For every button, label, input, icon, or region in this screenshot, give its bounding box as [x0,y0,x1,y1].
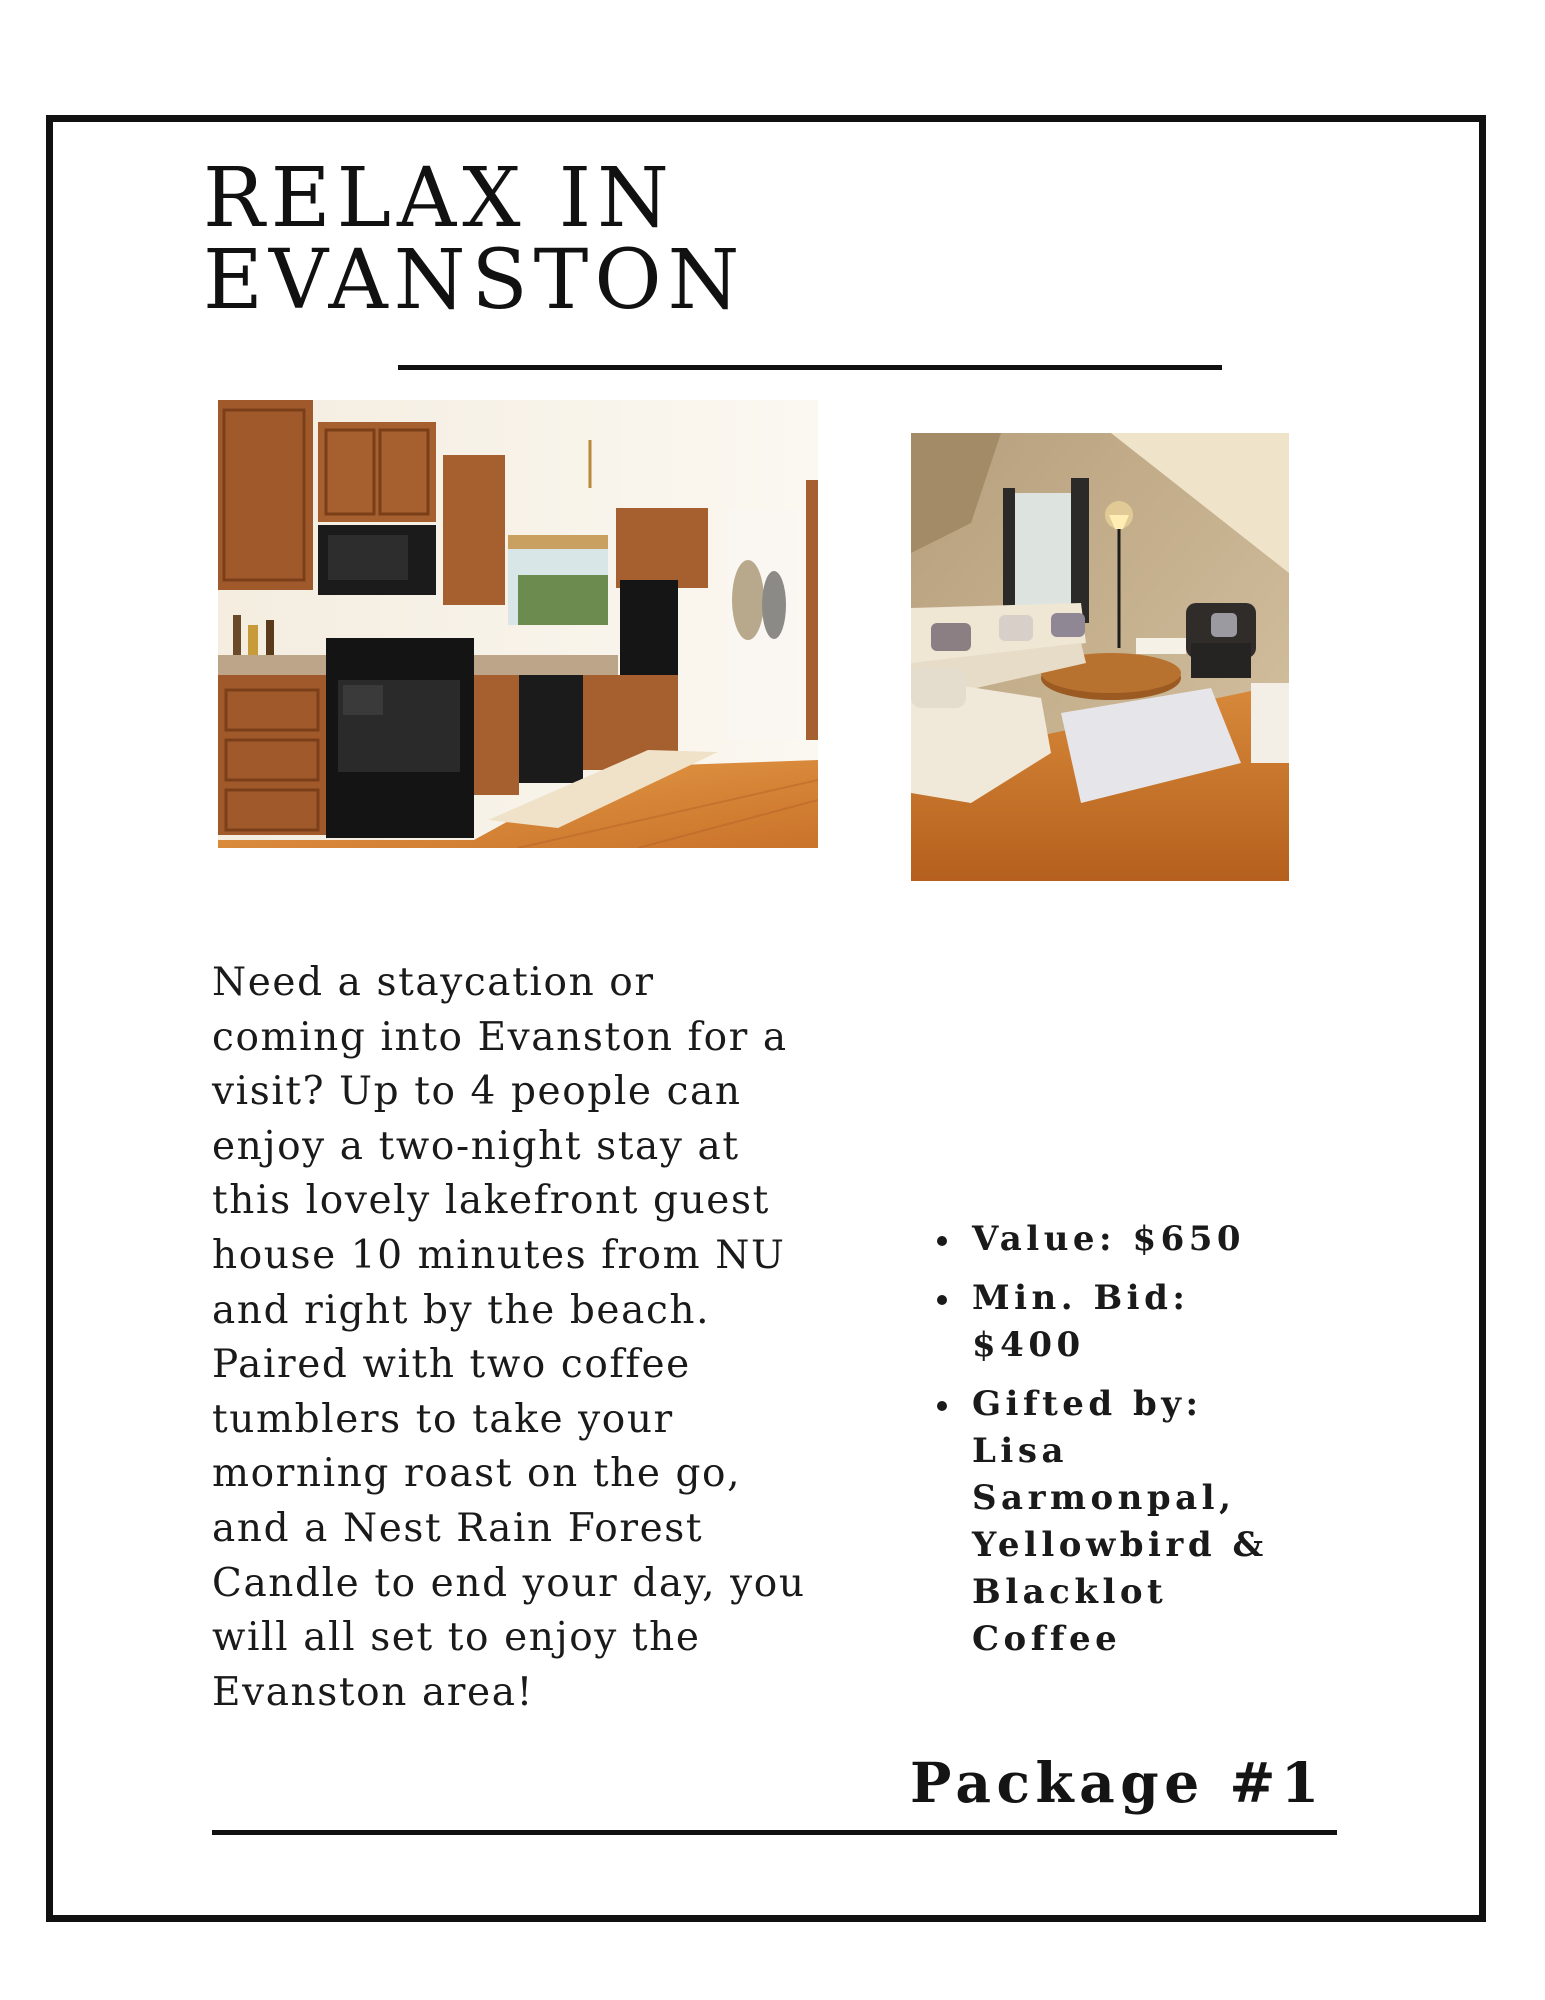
detail-min-bid: Min. Bid: $400 [934,1275,1294,1369]
detail-gifted-by: Gifted by: Lisa Sarmonpal, Yellowbird & Blacklot Coffee [934,1381,1294,1663]
package-number: Package #1 [910,1750,1325,1815]
kitchen-photo [218,400,818,848]
title-line-1: RELAX IN [203,151,675,246]
title-underline [398,365,1222,370]
bottom-rule [212,1830,1337,1835]
package-details-list [934,1216,1294,1675]
living-room-photo [911,433,1289,881]
page-title [203,151,746,328]
title-line-2: EVANSTON [203,233,746,328]
package-description: Need a staycation or coming into Evanston for a visit? Up to 4 people can enjoy a two-night stay at this lovely lakefront guest house 10 minutes from NU and right by the beach. Paired with two coffee tumblers to take your morning roast on the go, and a Nest Rain Forest Candle to end your day, you will all set to enjoy the Evanston area! [212,960,806,1715]
detail-value: Value: $650 [934,1216,1294,1263]
